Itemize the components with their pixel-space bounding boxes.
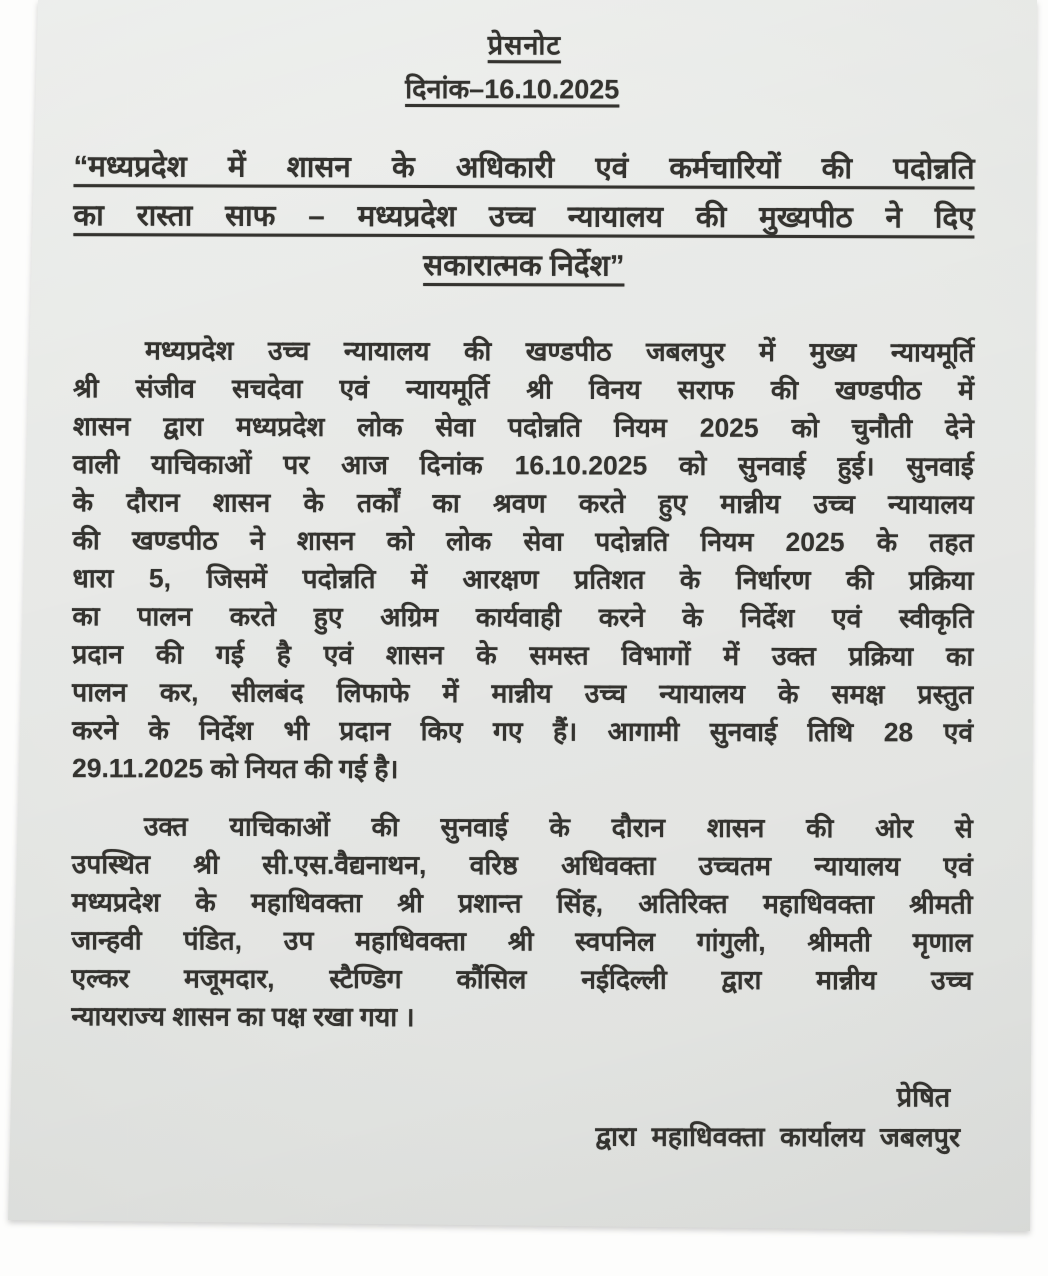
paragraph-line: 29.11.2025 को नियत की गई है।: [71, 753, 399, 784]
signature-office-line: द्वारा महाधिवक्ता कार्यालय जबलपुर: [595, 1121, 961, 1153]
paragraph-line: वाली याचिकाओं पर आज दिनांक 16.10.2025 को सुनवाई हुई। सुनवाई: [72, 449, 974, 482]
paragraph-line: जान्हवी पंडित, उप महाधिवक्ता श्री स्वपनिल गांगुली, श्रीमती मृणाल: [71, 925, 973, 958]
headline-line: सकारात्मक निर्देश”: [423, 249, 625, 283]
paragraph-line: करने के निर्देश भी प्रदान किए गए हैं। आगामी सुनवाई तिथि 28 एवं: [72, 715, 974, 748]
paragraph-line: उपस्थित श्री सी.एस.वैद्यनाथन, वरिष्ठ अधिवक्ता उच्चतम न्यायालय एवं: [71, 849, 973, 882]
paragraph-line: एल्कर मजूमदार, स्टैण्डिग कौंसिल नईदिल्ली द्वारा मान्नीय उच्च: [71, 963, 973, 996]
headline-line: का रास्ता साफ – मध्यप्रदेश उच्च न्यायालय की मुख्यपीठ ने दिए: [73, 199, 975, 235]
press-note-document: [35, 0, 1037, 1158]
signature-block: [71, 1075, 972, 1157]
paragraph-line: प्रदान की गई है एवं शासन के समस्त विभागों में उक्त प्रक्रिया का: [72, 639, 974, 672]
paragraph-line: श्री संजीव सचदेवा एवं न्यायमूर्ति श्री विनय सराफ की खण्डपीठ में: [72, 373, 975, 406]
paragraph-line: न्यायराज्य शासन का पक्ष रखा गया ।: [71, 1001, 415, 1032]
paragraph-line: का पालन करते हुए अग्रिम कार्यवाही करने के निर्देश एवं स्वीकृति: [72, 601, 974, 634]
headline: [73, 142, 974, 291]
document-date: दिनांक–16.10.2025: [405, 73, 620, 105]
paragraph-line: मध्यप्रदेश के महाधिवक्ता श्री प्रशान्त सिंह, अतिरिक्त महाधिवक्ता श्रीमती: [71, 887, 973, 920]
paragraph-line: पालन कर, सीलबंद लिफाफे में मान्नीय उच्च न्यायालय के समक्ष प्रस्तुत: [72, 677, 974, 710]
paragraph-hearing-summary: [72, 331, 974, 789]
paragraph-line: की खण्डपीठ ने शासन को लोक सेवा पदोन्नति नियम 2025 के तहत: [72, 525, 974, 558]
headline-line: “मध्यप्रदेश में शासन के अधिकारी एवं कर्मचारियों की पदोन्नति: [73, 150, 975, 186]
paragraph-line: उक्त याचिकाओं की सुनवाई के दौरान शासन की ओर से: [143, 811, 973, 844]
paragraph-line: शासन द्वारा मध्यप्रदेश लोक सेवा पदोन्नति नियम 2025 को चुनौती देने: [72, 411, 974, 444]
paragraph-line: मध्यप्रदेश उच्च न्यायालय की खण्डपीठ जबलपुर में मुख्य न्यायमूर्ति: [145, 335, 975, 368]
signature-sent-label: प्रेषित: [896, 1082, 951, 1113]
paragraph-line: धारा 5, जिसमें पदोन्नति में आरक्षण प्रतिशत के निर्धारण की प्रक्रिया: [72, 563, 974, 596]
paragraph-line: के दौरान शासन के तर्कों का श्रवण करते हुए मान्नीय उच्च न्यायालय: [72, 487, 974, 520]
document-title: प्रेसनोट: [487, 30, 562, 61]
paragraph-counsel-appearances: [71, 807, 973, 1037]
